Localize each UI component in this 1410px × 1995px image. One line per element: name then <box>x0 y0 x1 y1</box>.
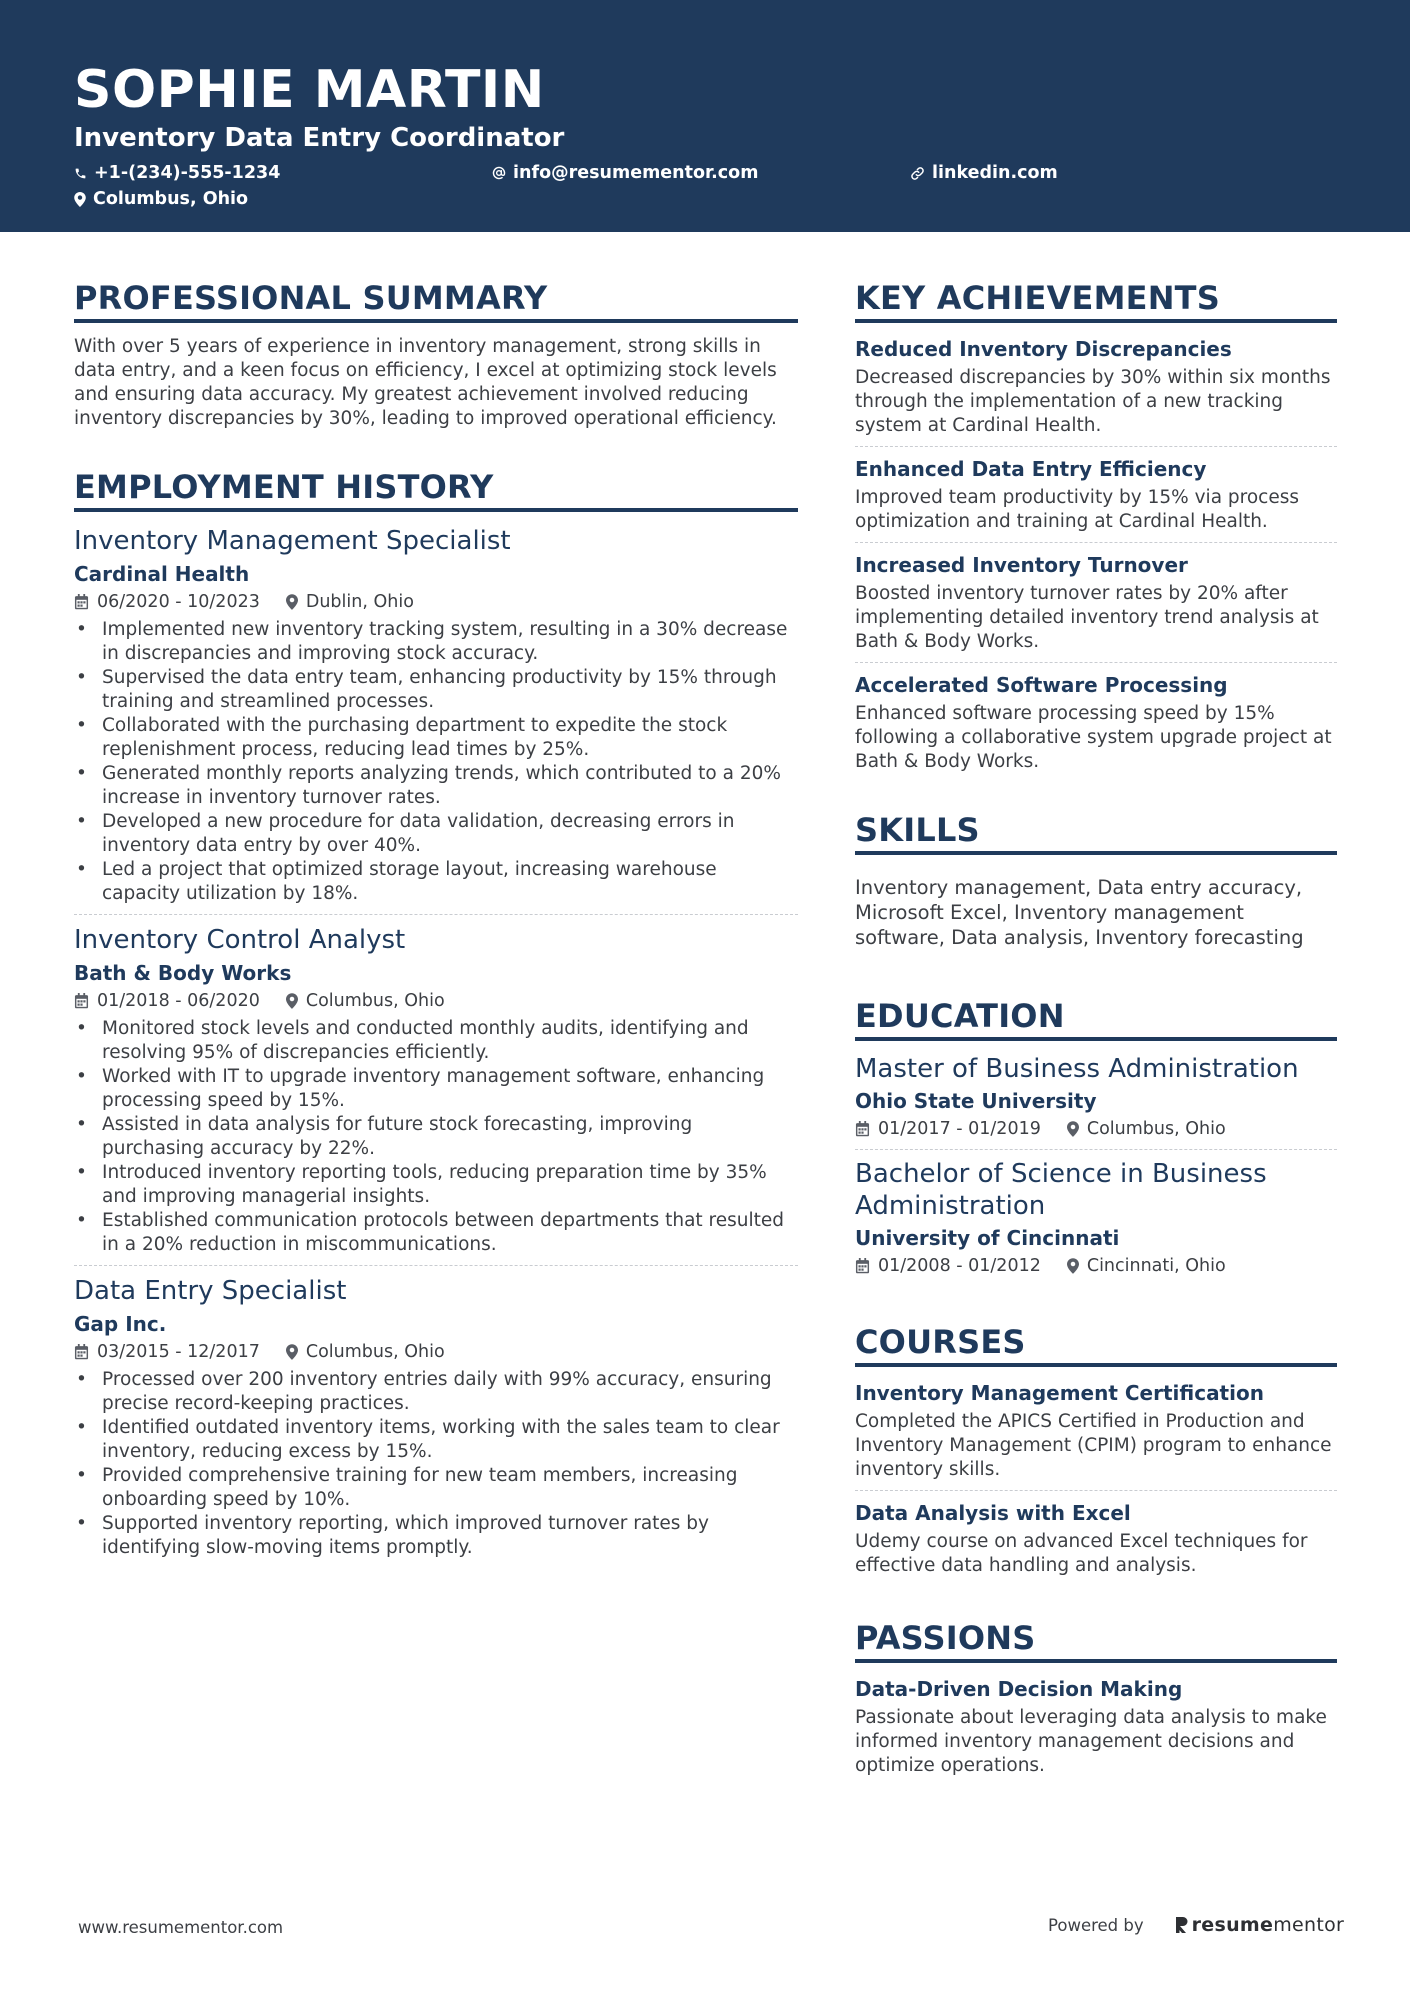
education-dates <box>855 1117 1041 1141</box>
linkedin-text: linkedin.com <box>932 163 1058 183</box>
job-company: Bath & Body Works <box>74 961 292 985</box>
education-dates-text: 01/2017 - 01/2019 <box>878 1119 1041 1139</box>
contact-location <box>74 186 248 212</box>
course-title: Data Analysis with Excel <box>855 1501 1131 1525</box>
education-dates <box>855 1254 1041 1278</box>
bullet-item: • Provided comprehensive training for new team members, increasing onboarding speed by 10%. <box>74 1464 798 1512</box>
bullet-item: • Generated monthly reports analyzing trends, which contributed to a 20% increase in inventory turnover rates. <box>74 762 798 810</box>
map-pin-icon <box>286 993 298 1009</box>
job-company: Cardinal Health <box>74 562 250 586</box>
job-meta <box>74 1340 798 1364</box>
bullet-item: • Implemented new inventory tracking system, resulting in a 30% decrease in discrepancies and improving stock accuracy. <box>74 618 798 666</box>
education-meta <box>855 1117 1337 1141</box>
education-degree: Bachelor of Science in Business Administration <box>855 1159 1267 1221</box>
job-dates <box>74 989 260 1013</box>
achievement-title: Reduced Inventory Discrepancies <box>855 337 1232 361</box>
achievement-title: Increased Inventory Turnover <box>855 553 1188 577</box>
bullet-item: • Established communication protocols between departments that resulted in a 20% reduction in miscommunications. <box>74 1209 798 1257</box>
bullet-item: • Assisted in data analysis for future stock forecasting, improving purchasing accuracy by 22%. <box>74 1113 798 1161</box>
job-bullets <box>74 618 798 906</box>
skills-text: Inventory management, Data entry accuracy, Microsoft Excel, Inventory management software, Data analysis, Inventory forecasting <box>855 876 1304 949</box>
job-dates <box>74 590 260 614</box>
job-location-text: Dublin, Ohio <box>305 592 414 612</box>
achievement-item <box>855 551 1337 654</box>
candidate-name: SOPHIE MARTIN <box>74 60 545 120</box>
contact-row <box>74 160 1336 186</box>
education-location <box>1067 1117 1226 1141</box>
bullet-item: • Identified outdated inventory items, working with the sales team to clear inventory, reducing excess by 15%. <box>74 1416 798 1464</box>
map-pin-icon <box>286 1344 298 1360</box>
courses-heading: COURSES <box>855 1322 1337 1367</box>
summary-heading: PROFESSIONAL SUMMARY <box>74 278 798 323</box>
bullet-item: • Supported inventory reporting, which improved turnover rates by identifying slow-moving items promptly. <box>74 1512 798 1560</box>
education-item <box>855 1053 1337 1141</box>
divider <box>855 1149 1337 1150</box>
job-location-text: Columbus, Ohio <box>305 1342 445 1362</box>
resumementor-logo-icon <box>1174 1915 1189 1935</box>
job-title: Data Entry Specialist <box>74 1276 347 1306</box>
calendar-icon <box>855 1258 870 1274</box>
calendar-icon <box>74 594 89 610</box>
achievement-title: Accelerated Software Processing <box>855 673 1228 697</box>
course-item <box>855 1499 1337 1578</box>
job-dates-text: 01/2018 - 06/2020 <box>97 991 260 1011</box>
passion-desc: Passionate about leveraging data analysis to make informed inventory management decisions and optimize operations. <box>855 1707 1327 1776</box>
job-entry <box>74 923 798 1257</box>
left-column <box>74 278 798 1560</box>
education-dates-text: 01/2008 - 01/2012 <box>878 1256 1041 1276</box>
job-entry <box>74 1274 798 1560</box>
job-entry <box>74 524 798 906</box>
passion-item <box>855 1675 1337 1778</box>
resume-header <box>0 0 1410 232</box>
achievement-item <box>855 455 1337 534</box>
footer-website[interactable]: www.resumementor.com <box>78 1918 284 1937</box>
education-item <box>855 1158 1337 1278</box>
achievement-title: Enhanced Data Entry Efficiency <box>855 457 1207 481</box>
bullet-item: • Led a project that optimized storage layout, increasing warehouse capacity utilization by 18%. <box>74 858 798 906</box>
divider <box>855 446 1337 447</box>
summary-text: With over 5 years of experience in inventory management, strong skills in data entry, and a keen focus on efficiency, I excel at optimizing stock levels and ensuring data accuracy. My greatest achievement involved reducing inventory discrepancies by 30%, leading to improved operational efficiency. <box>74 336 777 429</box>
achievement-desc: Improved team productivity by 15% via process optimization and training at Cardinal Health. <box>855 487 1299 532</box>
bullet-item: • Monitored stock levels and conducted monthly audits, identifying and resolving 95% of discrepancies efficiently. <box>74 1017 798 1065</box>
job-location <box>286 989 445 1013</box>
divider <box>74 914 798 915</box>
course-item <box>855 1379 1337 1482</box>
employment-heading: EMPLOYMENT HISTORY <box>74 467 798 512</box>
calendar-icon <box>74 1344 89 1360</box>
job-meta <box>74 590 798 614</box>
phone-text: +1-(234)-555-1234 <box>94 163 281 183</box>
contact-linkedin[interactable] <box>910 160 1058 186</box>
bullet-item: • Developed a new procedure for data validation, decreasing errors in inventory data entry by over 40%. <box>74 810 798 858</box>
passion-title: Data-Driven Decision Making <box>855 1677 1183 1701</box>
job-meta <box>74 989 798 1013</box>
at-sign-icon <box>492 166 506 180</box>
job-bullets <box>74 1368 798 1560</box>
right-column <box>855 278 1337 1778</box>
bullet-item: • Introduced inventory reporting tools, reducing preparation time by 35% and improving managerial insights. <box>74 1161 798 1209</box>
map-pin-icon <box>74 192 86 207</box>
location-text: Columbus, Ohio <box>93 189 249 209</box>
education-school: Ohio State University <box>855 1089 1097 1113</box>
job-company: Gap Inc. <box>74 1312 167 1336</box>
education-heading: EDUCATION <box>855 996 1337 1041</box>
education-location-text: Columbus, Ohio <box>1086 1119 1226 1139</box>
divider <box>855 1490 1337 1491</box>
calendar-icon <box>855 1121 870 1137</box>
bullet-item: • Collaborated with the purchasing department to expedite the stock replenishment process, reducing lead times by 25%. <box>74 714 798 762</box>
bullet-item: • Supervised the data entry team, enhancing productivity by 15% through training and streamlined processes. <box>74 666 798 714</box>
job-location-text: Columbus, Ohio <box>305 991 445 1011</box>
education-meta <box>855 1254 1337 1278</box>
link-icon <box>910 166 925 181</box>
brand-name-light: mentor <box>1273 1914 1345 1936</box>
education-location <box>1067 1254 1226 1278</box>
brand-logo[interactable] <box>1174 1914 1345 1936</box>
map-pin-icon <box>1067 1258 1079 1274</box>
divider <box>855 662 1337 663</box>
contact-row-2 <box>74 186 1336 212</box>
divider <box>74 1265 798 1266</box>
map-pin-icon <box>1067 1121 1079 1137</box>
course-title: Inventory Management Certification <box>855 1381 1264 1405</box>
passions-heading: PASSIONS <box>855 1618 1337 1663</box>
course-desc: Udemy course on advanced Excel techniques for effective data handling and analysis. <box>855 1531 1308 1576</box>
education-degree: Master of Business Administration <box>855 1054 1299 1084</box>
calendar-icon <box>74 993 89 1009</box>
phone-icon <box>74 167 87 180</box>
achievement-desc: Enhanced software processing speed by 15% following a collaborative system upgrade project at Bath & Body Works. <box>855 703 1332 772</box>
map-pin-icon <box>286 594 298 610</box>
contact-phone <box>74 160 492 186</box>
powered-by-text: Powered by <box>1048 1915 1144 1935</box>
job-location <box>286 590 414 614</box>
candidate-role: Inventory Data Entry Coordinator <box>74 123 565 153</box>
achievement-desc: Boosted inventory turnover rates by 20% after implementing detailed inventory trend analysis at Bath & Body Works. <box>855 583 1319 652</box>
email-text: info@resumementor.com <box>513 163 759 183</box>
bullet-item: • Processed over 200 inventory entries daily with 99% accuracy, ensuring precise record-keeping practices. <box>74 1368 798 1416</box>
achievement-item <box>855 671 1337 774</box>
education-school: University of Cincinnati <box>855 1226 1120 1250</box>
divider <box>855 542 1337 543</box>
achievement-item <box>855 335 1337 438</box>
education-location-text: Cincinnati, Ohio <box>1086 1256 1226 1276</box>
job-dates-text: 03/2015 - 12/2017 <box>97 1342 260 1362</box>
job-dates <box>74 1340 260 1364</box>
job-location <box>286 1340 445 1364</box>
bullet-item: • Worked with IT to upgrade inventory management software, enhancing processing speed by 15%. <box>74 1065 798 1113</box>
footer-powered <box>1048 1914 1344 1936</box>
achievement-desc: Decreased discrepancies by 30% within six months through the implementation of a new tracking system at Cardinal Health. <box>855 367 1331 436</box>
job-title: Inventory Management Specialist <box>74 526 511 556</box>
brand-name-bold: resume <box>1191 1914 1274 1936</box>
job-bullets <box>74 1017 798 1257</box>
skills-heading: SKILLS <box>855 810 1337 855</box>
achievements-heading: KEY ACHIEVEMENTS <box>855 278 1337 323</box>
job-title: Inventory Control Analyst <box>74 925 406 955</box>
job-dates-text: 06/2020 - 10/2023 <box>97 592 260 612</box>
course-desc: Completed the APICS Certified in Production and Inventory Management (CPIM) program to enhance inventory skills. <box>855 1411 1332 1480</box>
contact-email[interactable] <box>492 160 910 186</box>
